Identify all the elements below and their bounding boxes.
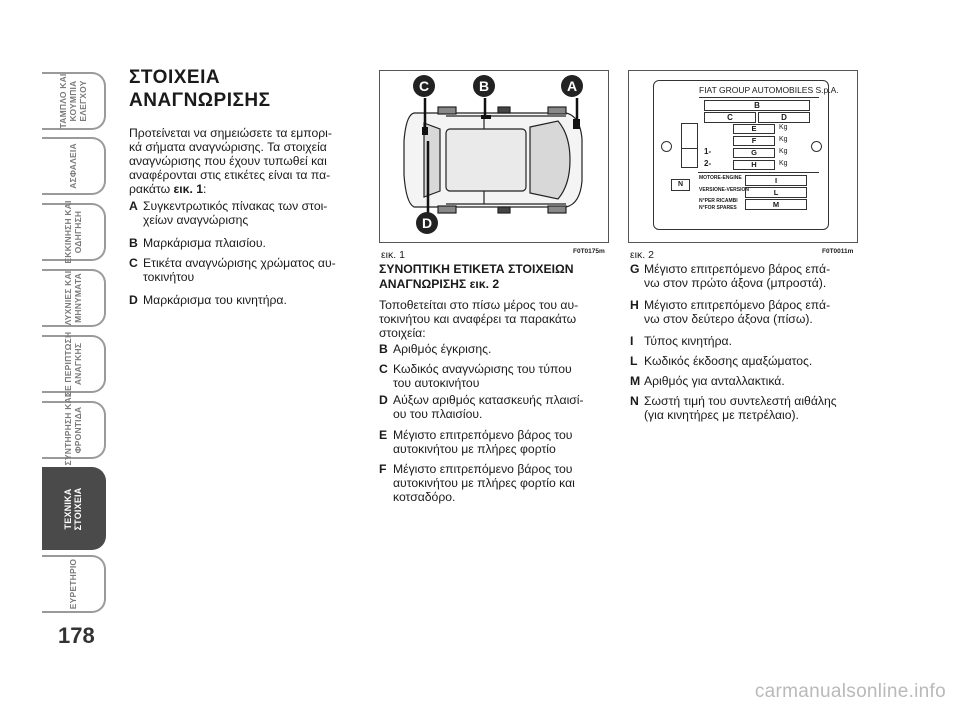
watermark: carmanualsonline.info — [754, 681, 946, 702]
list-item — [129, 199, 327, 227]
blank-box — [681, 148, 698, 168]
text-line: Μέγιστο επιτρεπόμενο βάρος επά- — [644, 298, 831, 312]
spares-label-1: N°PER RICAMBI — [699, 198, 738, 204]
text-line: Σωστή τιμή του συντελεστή αιθάλης — [644, 394, 837, 408]
field-h: H — [733, 160, 775, 170]
tab-label: ΕΚΚΙΝΗΣΗ ΚΑΙ ΟΔΗΓΗΣΗ — [63, 200, 83, 264]
text-line: νω στον πρώτο άξονα (μπροστά). — [644, 276, 827, 290]
text-line: Κωδικός έκδοσης αμαξώματος. — [644, 354, 813, 368]
text-line: αναφέρονται στις ετικέτες είναι τα πα- — [129, 168, 331, 182]
field-g: G — [733, 148, 775, 158]
page-title — [129, 66, 271, 112]
text-line: τοκινήτου — [143, 270, 195, 284]
figure-2 — [628, 70, 858, 243]
text-line: Αύξων αριθμός κατασκευής πλαισί- — [393, 393, 584, 407]
text-line: αναγνώρισης που έχουν τυπωθεί και — [129, 154, 327, 168]
tab-technical-data[interactable] — [42, 467, 106, 550]
field-m: M — [745, 199, 807, 210]
list-item — [379, 393, 584, 421]
figure-2-caption: εικ. 2 — [630, 249, 654, 261]
unit-kg: Kg — [779, 136, 788, 143]
tab-maintenance[interactable] — [42, 394, 106, 466]
list-item — [379, 428, 572, 456]
item-letter: C — [129, 256, 138, 270]
text-line: Συγκεντρωτικός πίνακας των στοι- — [143, 199, 328, 213]
text-line: Κωδικός αναγνώρισης του τύπου — [393, 362, 572, 376]
tab-dashboard[interactable] — [42, 72, 106, 130]
field-n: N — [671, 179, 690, 191]
row-1-label: 1- — [704, 147, 712, 156]
list-item — [630, 374, 785, 388]
item-letter: A — [129, 199, 138, 213]
callout-b: B — [473, 75, 495, 97]
text-line: στοιχεία: — [379, 326, 426, 340]
page-title-line: ΣΤΟΙΧΕΙΑ — [129, 67, 221, 88]
tab-label: ΣΥΝΤΗΡΗΣΗ ΚΑΙ ΦΡΟΝΤΙΔΑ — [63, 394, 83, 466]
field-c: C — [704, 112, 756, 123]
rivet-icon — [811, 141, 822, 152]
id-plate — [653, 80, 839, 230]
list-item — [379, 462, 575, 504]
page-number: 178 — [58, 623, 95, 648]
tab-label: ΤΕΧΝΙΚΑ ΣΤΟΙΧΕΙΑ — [63, 487, 83, 530]
list-item — [379, 362, 572, 390]
text-line: Μαρκάρισμα πλαισίου. — [143, 236, 266, 250]
intro-paragraph — [129, 126, 332, 196]
list-item — [379, 342, 491, 356]
tab-starting-driving[interactable] — [42, 200, 106, 264]
text-line: Μαρκάρισμα του κινητήρα. — [143, 293, 287, 307]
text-line: Προτείνεται να σημειώσετε τα εμπορι- — [129, 126, 332, 140]
text-line: τοκινήτου και αναφέρει τα παρακάτω — [379, 312, 577, 326]
item-letter: C — [379, 362, 388, 376]
item-letter: B — [129, 236, 138, 250]
text-line: Αριθμός για ανταλλακτικά. — [644, 374, 785, 388]
spares-label-2: N°FOR SPARES — [699, 205, 737, 211]
tab-label: ΣΕ ΠΕΡΙΠΤΩΣΗ ΑΝΑΓΚΗΣ — [63, 331, 83, 397]
tab-warning-lights[interactable] — [42, 269, 106, 327]
text-line: χείων αναγνώρισης — [143, 213, 249, 227]
tab-label: ΤΑΜΠΛΟ ΚΑΙ ΚΟΥΜΠΙΑ ΕΛΕΓΧΟΥ — [58, 73, 88, 129]
text-line: Ετικέτα αναγνώρισης χρώματος αυ- — [143, 256, 336, 270]
field-e: E — [733, 124, 775, 134]
item-letter: B — [379, 342, 388, 356]
version-label: VERSIONE-VERSION — [699, 187, 750, 193]
list-item — [129, 293, 287, 307]
field-f: F — [733, 136, 775, 146]
text-line: Αριθμός έγκρισης. — [393, 342, 492, 356]
text-line: κοτσαδόρο. — [393, 490, 456, 504]
item-letter: D — [379, 393, 388, 407]
list-item — [630, 354, 812, 368]
text-line: ΣΥΝΟΠΤΙΚΗ ΕΤΙΚΕΤΑ ΣΤΟΙΧΕΙΩΝ — [379, 262, 574, 276]
text-line: νω στον δεύτερο άξονα (πίσω). — [644, 312, 813, 326]
unit-kg: Kg — [779, 160, 788, 167]
list-item — [630, 298, 830, 326]
tab-safety[interactable] — [42, 137, 106, 195]
text-line: Μέγιστο επιτρεπόμενο βάρος επά- — [644, 262, 831, 276]
figure-2-code: F0T0011m — [822, 248, 854, 255]
divider — [698, 172, 819, 173]
field-l: L — [745, 187, 807, 198]
text-line — [129, 182, 332, 196]
text-line: αυτοκινήτου με πλήρες φορτίο και — [393, 476, 575, 490]
text-line: Τύπος κινητήρα. — [644, 334, 732, 348]
callout-a: A — [561, 75, 583, 97]
item-letter: F — [379, 462, 387, 476]
unit-kg: Kg — [779, 124, 788, 131]
text-line: κά σήματα αναγνώρισης. Τα στοιχεία — [129, 140, 327, 154]
text-line: Τοποθετείται στο πίσω μέρος του αυ- — [379, 298, 579, 312]
item-letter: G — [630, 262, 640, 276]
text-line: Μέγιστο επιτρεπόμενο βάρος του — [393, 462, 573, 476]
callout-d: D — [416, 212, 438, 234]
field-i: I — [745, 175, 807, 186]
figure-reference: εικ. 1 — [173, 182, 204, 196]
blank-box — [681, 123, 698, 149]
text: ρακάτω — [129, 182, 174, 196]
section-subtitle — [379, 262, 574, 292]
list-item — [630, 262, 830, 290]
list-item — [129, 236, 266, 250]
item-letter: M — [630, 374, 641, 388]
callout-c: C — [413, 75, 435, 97]
text-line: του αυτοκινήτου — [393, 376, 480, 390]
list-item — [129, 256, 336, 284]
tab-index[interactable] — [42, 555, 106, 613]
text-line: Μέγιστο επιτρεπόμενο βάρος του — [393, 428, 573, 442]
figure-1-caption: εικ. 1 — [381, 249, 405, 261]
list-item — [630, 334, 732, 348]
text-line: ΑΝΑΓΝΩΡΙΣΗΣ εικ. 2 — [379, 277, 500, 291]
tab-label: ΑΣΦΑΛΕΙΑ — [68, 143, 78, 189]
item-letter: E — [379, 428, 388, 442]
tab-label: ΕΥΡΕΤΗΡΙΟ — [68, 558, 78, 610]
field-b: B — [704, 100, 810, 111]
text-line: ου του πλαισίου. — [393, 407, 483, 421]
item-letter: I — [630, 334, 634, 348]
list-item — [630, 394, 837, 422]
row-2-label: 2- — [704, 159, 712, 168]
plate-title: FIAT GROUP AUTOMOBILES S.p.A. — [699, 85, 839, 95]
rivet-icon — [661, 141, 672, 152]
item-letter: D — [129, 293, 138, 307]
text-line: (για κινητήρες με πετρέλαιο). — [644, 408, 799, 422]
engine-label: MOTORE-ENGINE — [699, 175, 742, 181]
tab-label: ΛΥΧΝΙΕΣ ΚΑΙ ΜΗΝΥΜΑΤΑ — [63, 270, 83, 326]
figure-1 — [379, 70, 609, 243]
item-letter: H — [630, 298, 639, 312]
text-line: αυτοκινήτου με πλήρες φορτίο — [393, 442, 556, 456]
unit-kg: Kg — [779, 148, 788, 155]
figure-1-code: F0T0175m — [573, 248, 605, 255]
tab-emergency[interactable] — [42, 331, 106, 397]
field-d: D — [758, 112, 810, 123]
text: : — [203, 182, 207, 196]
page-title-line: ΑΝΑΓΝΩΡΙΣΗΣ — [129, 90, 271, 111]
summary-intro — [379, 298, 578, 340]
item-letter: N — [630, 394, 639, 408]
item-letter: L — [630, 354, 638, 368]
divider — [699, 97, 819, 98]
